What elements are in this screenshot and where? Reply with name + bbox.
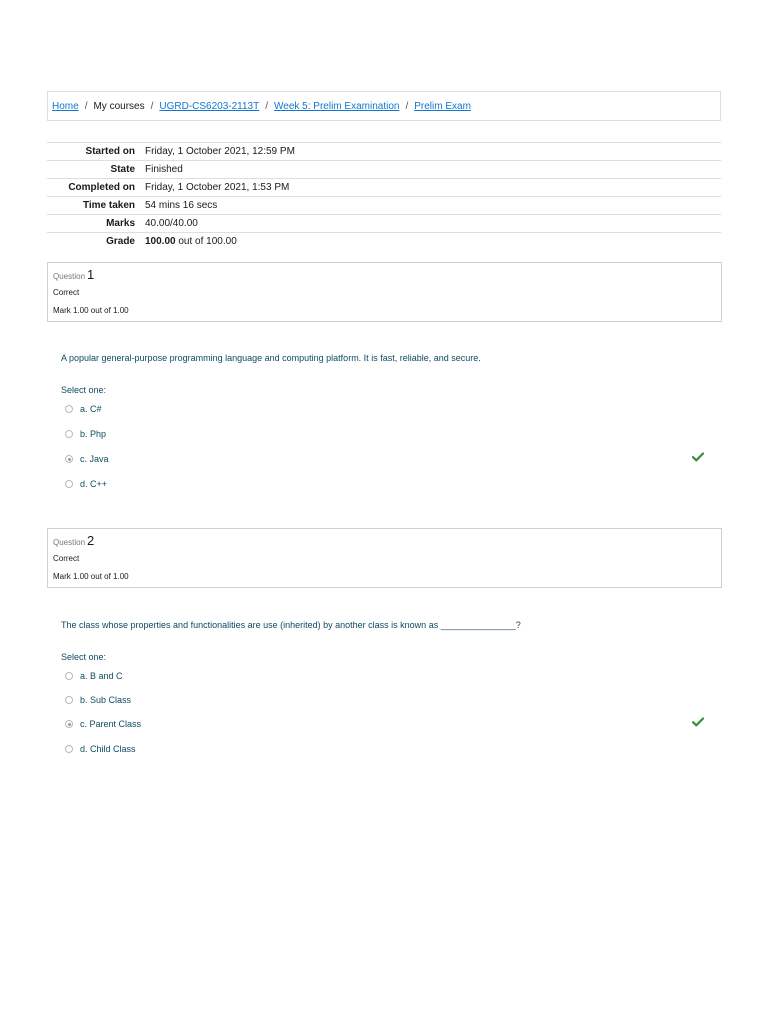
summary-row-state [47,161,721,179]
answer-label: b. Php [80,429,107,439]
select-one-prompt: Select one: [61,652,107,662]
summary-value: Finished [145,164,183,175]
question-label: Question [53,538,86,547]
answer-label: c. Java [80,454,109,464]
summary-value: Friday, 1 October 2021, 1:53 PM [145,182,290,193]
summary-label: Marks [106,218,135,229]
breadcrumb-separator: / [84,100,88,112]
breadcrumb-separator: / [265,100,269,112]
summary-value: 40.00/40.00 [145,218,198,229]
summary-value: Friday, 1 October 2021, 12:59 PM [145,146,295,157]
summary-label: State [110,164,135,175]
question-mark: Mark 1.00 out of 1.00 [53,572,129,581]
summary-label: Started on [85,146,135,157]
summary-row-started [47,143,721,161]
answer-option-q1-b[interactable] [65,426,725,442]
question-number [53,533,721,548]
question-label: Question [53,272,86,281]
summary-label: Completed on [68,182,135,193]
question-info-2 [47,528,722,588]
question-state: Correct [53,554,80,563]
breadcrumb-quiz-link[interactable]: Prelim Exam [414,100,471,112]
check-icon [692,452,704,462]
radio-button[interactable] [65,745,73,753]
question-info-1 [47,262,722,322]
breadcrumb-home-link[interactable]: Home [52,100,79,112]
attempt-summary-table [47,142,721,250]
radio-button-selected[interactable] [65,455,73,463]
summary-row-time-taken [47,197,721,215]
radio-button[interactable] [65,672,73,680]
check-icon [692,717,704,727]
breadcrumb-my-courses: My courses [93,100,145,112]
question-text-2: The class whose properties and functionalities are use (inherited) by another class is known as _______________? [61,620,521,630]
answer-label: b. Sub Class [80,695,132,705]
breadcrumb [47,91,721,121]
answer-option-q2-a[interactable] [65,668,725,684]
breadcrumb-separator: / [405,100,409,112]
question-text-1: A popular general-purpose programming language and computing platform. It is fast, reliable, and secure. [61,353,481,363]
radio-button[interactable] [65,696,73,704]
grade-suffix: out of 100.00 [175,236,237,247]
breadcrumb-course-link[interactable]: UGRD-CS6203-2113T [159,100,260,112]
radio-button[interactable] [65,430,73,438]
select-one-prompt: Select one: [61,385,107,395]
radio-button-selected[interactable] [65,720,73,728]
summary-label: Grade [106,236,135,247]
question-mark: Mark 1.00 out of 1.00 [53,306,129,315]
answer-label: a. B and C [80,671,123,681]
answer-option-q2-b[interactable] [65,692,725,708]
answer-option-q2-d[interactable] [65,741,725,757]
answer-label: a. C# [80,404,102,414]
answer-label: d. Child Class [80,744,136,754]
radio-button[interactable] [65,405,73,413]
question-number-value: 1 [87,267,95,282]
answer-option-q1-d[interactable] [65,476,725,492]
breadcrumb-week-link[interactable]: Week 5: Prelim Examination [274,100,400,112]
breadcrumb-separator: / [150,100,154,112]
question-state: Correct [53,288,80,297]
answer-option-q2-c[interactable] [65,716,725,732]
summary-value: 54 mins 16 secs [145,200,218,211]
question-number [53,267,721,282]
answer-label: c. Parent Class [80,719,142,729]
summary-value [145,236,721,247]
question-number-value: 2 [87,533,95,548]
summary-row-grade [47,233,721,250]
summary-row-marks [47,215,721,233]
answer-label: d. C++ [80,479,108,489]
answer-option-q1-a[interactable] [65,401,725,417]
summary-label: Time taken [82,200,135,211]
grade-value: 100.00 [145,236,176,247]
summary-row-completed [47,179,721,197]
answer-option-q1-c[interactable] [65,451,725,467]
radio-button[interactable] [65,480,73,488]
